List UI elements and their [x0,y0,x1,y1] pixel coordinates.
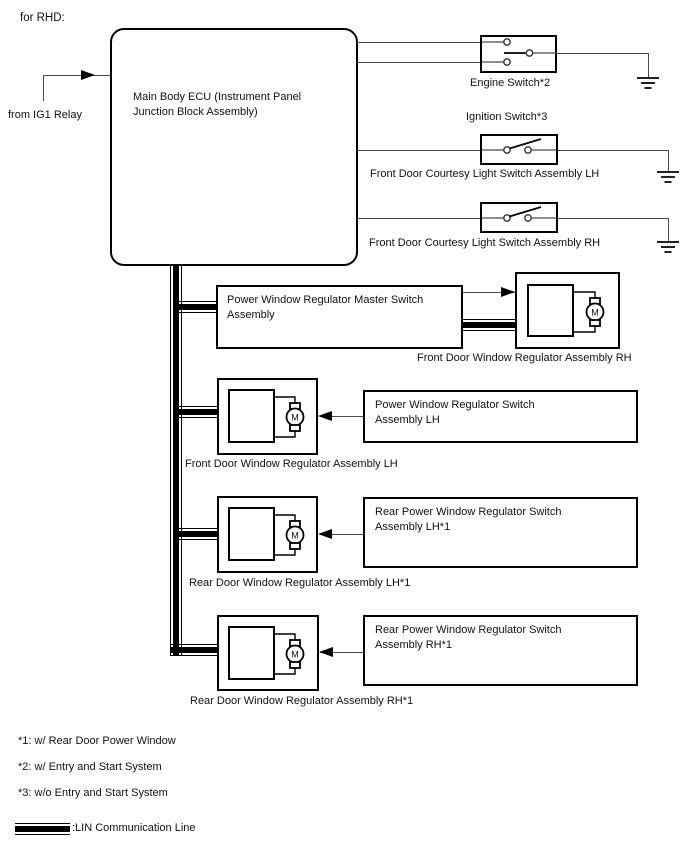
courtesy-rh-in-wire [357,218,480,219]
motor-icon [274,508,310,562]
rear-lh-switch-box [363,497,638,568]
ignition-switch-label: Ignition Switch*3 [466,111,548,123]
footnote-2: *2: w/ Entry and Start System [18,761,162,773]
front-lh-arrowhead-icon [318,411,332,421]
engine-switch-contacts-icon [480,35,557,73]
engine-switch-ground-wire [557,53,648,54]
front-lh-regulator-ecu-block [228,389,275,443]
ground-icon [656,170,680,186]
lin-branch-front-lh [176,406,217,418]
rear-rh-switch-box [363,615,638,686]
footnote-1: *1: w/ Rear Door Power Window [18,735,176,747]
svg-text:M: M [291,412,299,423]
courtesy-lh-ground-drop [668,150,669,172]
engine-switch-wire-2 [357,62,480,63]
rear-rh-regulator-ecu-block [228,626,275,680]
front-lh-regulator-label: Front Door Window Regulator Assembly LH [185,458,398,470]
ig1-relay-label: from IG1 Relay [8,109,82,121]
front-lh-switch-box [363,390,638,443]
front-rh-regulator-ecu-block [527,284,574,337]
lin-branch-rear-lh [176,528,217,540]
rear-lh-regulator-ecu-block [228,507,275,561]
svg-text:M: M [591,307,599,318]
main-body-ecu-box [110,28,358,266]
front-lh-switch-label: Power Window Regulator Switch Assembly LH [375,399,535,426]
master-switch-label: Power Window Regulator Master Switch Assembly [227,294,424,321]
courtesy-rh-ground-drop [668,218,669,242]
rear-rh-arrowhead-icon [319,647,333,657]
lin-legend-swatch [15,823,70,835]
courtesy-lh-ground-wire [558,150,668,151]
courtesy-lh-label: Front Door Courtesy Light Switch Assembly LH [370,168,600,180]
ig1-arrowhead-icon [81,70,95,80]
master-to-front-rh-arrowhead-icon [501,287,515,297]
motor-icon [574,285,610,339]
front-rh-regulator-box [515,272,620,349]
ig1-wire-horizontal [43,75,110,76]
front-rh-regulator-label: Front Door Window Regulator Assembly RH [417,352,632,364]
engine-switch-ground-drop [648,53,649,78]
lin-trunk-line [170,264,182,656]
rear-rh-regulator-box [217,615,319,691]
courtesy-lh-contacts-icon [480,134,558,165]
rear-lh-regulator-label: Rear Door Window Regulator Assembly LH*1 [189,577,411,589]
main-body-ecu-label: Main Body ECU (Instrument Panel Junction Block Assembly) [133,91,302,118]
svg-text:M: M [291,530,299,541]
courtesy-rh-label: Front Door Courtesy Light Switch Assembly RH [369,237,601,249]
courtesy-lh-in-wire [357,150,480,151]
lin-legend-label: :LIN Communication Line [72,822,196,834]
svg-text:M: M [291,649,299,660]
rear-lh-regulator-box [217,496,318,573]
engine-switch-label: Engine Switch*2 [470,77,551,89]
courtesy-rh-contacts-icon [480,202,558,233]
engine-switch-wire-1 [357,42,480,43]
rear-lh-arrowhead-icon [318,529,332,539]
lin-branch-master [176,301,216,313]
ground-icon [656,240,680,256]
footnote-3: *3: w/o Entry and Start System [18,787,168,799]
motor-icon [274,627,310,681]
front-lh-regulator-box [217,378,318,455]
master-switch-box [216,285,463,349]
lin-master-to-front-rh [463,319,515,331]
rear-rh-switch-label: Rear Power Window Regulator Switch Assembly RH*1 [375,624,562,651]
rear-rh-regulator-label: Rear Door Window Regulator Assembly RH*1 [190,695,414,707]
motor-icon [274,390,310,444]
variant-title: for RHD: [20,12,65,24]
rear-lh-switch-label: Rear Power Window Regulator Switch Assembly LH*1 [375,506,562,533]
courtesy-rh-ground-wire [558,218,668,219]
ig1-wire-vertical [43,75,44,101]
ground-icon [636,76,660,92]
